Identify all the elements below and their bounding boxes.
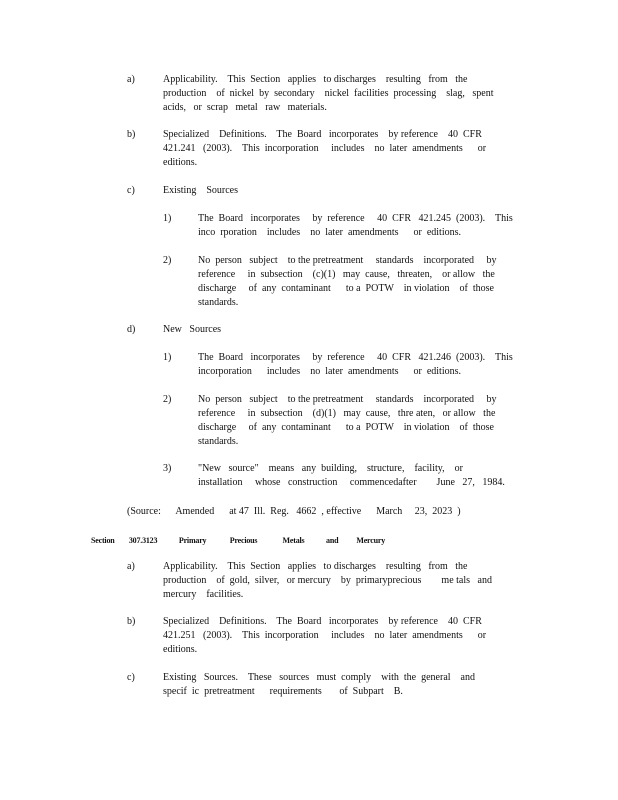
subsection-label: a) [127, 74, 135, 85]
text-line: installation whose construction commencedafter June 27, 1984. [198, 477, 505, 488]
item-label: 1) [163, 352, 172, 363]
text-line: Existing Sources [163, 185, 238, 196]
text-line: reference in subsection (d)(1) may cause, thre aten, or allow the [198, 408, 496, 419]
text-line: The Board incorporates by reference 40 CFR 421.245 (2003). This [198, 213, 513, 224]
item-text [198, 393, 523, 449]
text-line: Applicability. This Section applies to discharges resulting from the [163, 74, 468, 85]
subsection-text [163, 560, 503, 602]
subsection-label: b) [127, 129, 136, 140]
item-text [198, 462, 523, 490]
text-line: standards. [198, 436, 239, 447]
text-line: reference in subsection (c)(1) may cause, threaten, or allow the [198, 269, 495, 280]
item-label: 1) [163, 213, 172, 224]
subsection-label: b) [127, 616, 136, 627]
text-line: acids, or scrap metal raw materials. [163, 102, 327, 113]
subsection-text [163, 615, 503, 657]
text-line: production of gold, silver, or mercury by primaryprecious me tals and [163, 575, 492, 586]
text-line: The Board incorporates by reference 40 CFR 421.246 (2003). This [198, 352, 513, 363]
item-label: 2) [163, 394, 172, 405]
text-line: editions. [163, 157, 198, 168]
text-line: No person subject to the pretreatment standards incorporated by [198, 255, 497, 266]
item-text [198, 254, 523, 310]
text-line: Specialized Definitions. The Board incorporates by reference 40 CFR [163, 616, 482, 627]
text-line: Specialized Definitions. The Board incorporates by reference 40 CFR [163, 129, 482, 140]
item-label: 2) [163, 255, 172, 266]
subsection-text [163, 671, 503, 699]
section-heading: Section 307.3123 Primary Precious Metals and Mercury [91, 536, 386, 545]
subsection-text [163, 73, 503, 115]
text-line: 421.251 (2003). This incorporation includes no later amendments or [163, 630, 487, 641]
text-line: Applicability. This Section applies to discharges resulting from the [163, 561, 468, 572]
text-line: editions. [163, 644, 198, 655]
text-line: specif ic pretreatment requirements of Subpart B. [163, 686, 403, 697]
subsection-label: c) [127, 672, 135, 683]
text-line: New Sources [163, 324, 222, 335]
text-line: mercury facilities. [163, 589, 244, 600]
item-text [198, 351, 523, 379]
text-line: No person subject to the pretreatment standards incorporated by [198, 394, 497, 405]
subsection-label: c) [127, 185, 135, 196]
text-line: inco rporation includes no later amendments or editions. [198, 227, 461, 238]
text-line: discharge of any contaminant to a POTW in violation of those [198, 422, 494, 433]
text-line: standards. [198, 297, 239, 308]
text-line: "New source" means any building, structure, facility, or [198, 463, 463, 474]
subsection-text [163, 128, 503, 170]
text-line: incorporation includes no later amendments or editions. [198, 366, 461, 377]
subsection-label: a) [127, 561, 135, 572]
text-line: discharge of any contaminant to a POTW in violation of those [198, 283, 494, 294]
text-line: Existing Sources. These sources must comply with the general and [163, 672, 475, 683]
text-line: 421.241 (2003). This incorporation includes no later amendments or [163, 143, 487, 154]
subsection-text [163, 323, 503, 337]
subsection-text [163, 184, 503, 198]
text-line: production of nickel by secondary nickel facilities processing slag, spent [163, 88, 494, 99]
subsection-label: d) [127, 324, 136, 335]
source-note: (Source: Amended at 47 Ill. Reg. 4662 , effective March 23, 2023 ) [127, 506, 461, 517]
item-label: 3) [163, 463, 172, 474]
item-text [198, 212, 523, 240]
